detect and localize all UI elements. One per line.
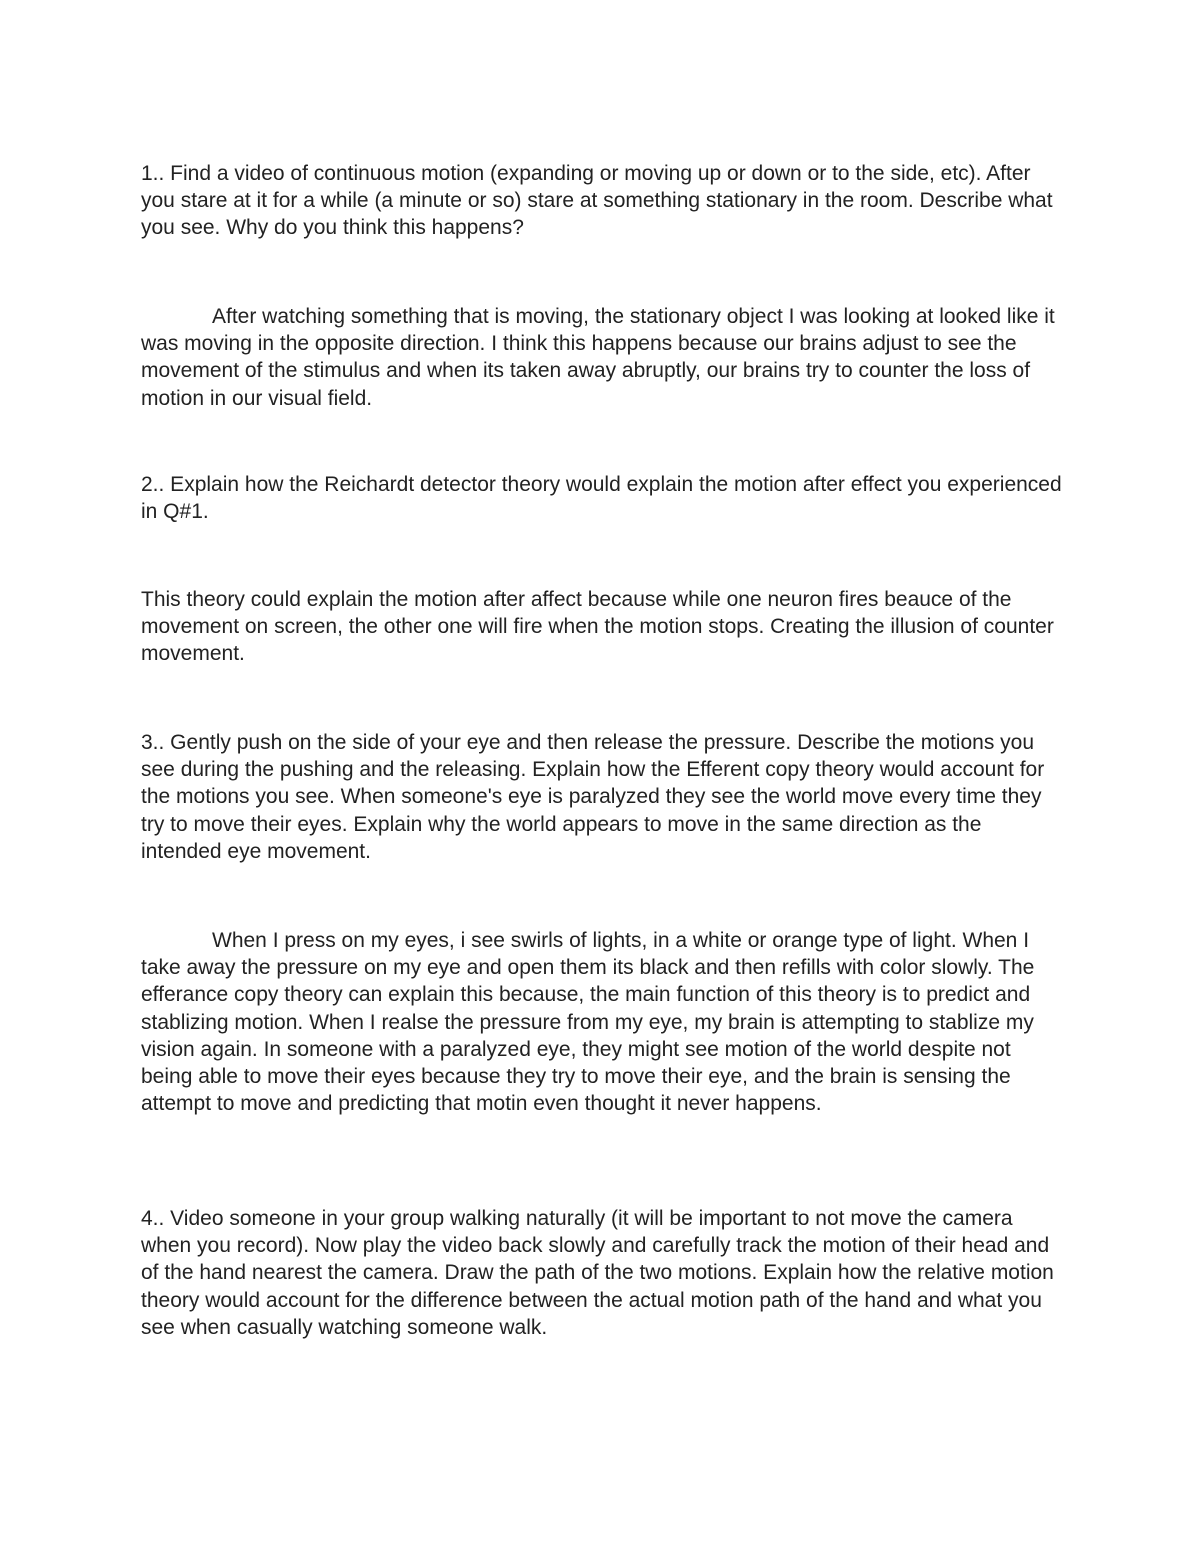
question-2-text: 2.. Explain how the Reichardt detector theory would explain the motion after effect you experienced in Q#1. <box>141 473 1062 524</box>
question-4-text: 4.. Video someone in your group walking naturally (it will be important to not move the camera when you record). Now play the video back slowly and carefully track the motion of their head and of the hand nearest the camera. Draw the path of the two motions. Explain how the relative motion theory would account for the difference between the actual motion path of the hand and what you see when casually watching someone walk. <box>141 1207 1054 1339</box>
question-3-text: 3.. Gently push on the side of your eye and then release the pressure. Describe the motions you see during the pushing and the releasing. Explain how the Efferent copy theory would account for the motions you see. When someone's eye is paralyzed they see the world move every time they try to move their eyes. Explain why the world appears to move in the same direction as the intended eye movement. <box>141 731 1045 863</box>
answer-2-text: This theory could explain the motion after affect because while one neuron fires beauce of the movement on screen, the other one will fire when the motion stops. Creating the illusion of counter movement. <box>141 588 1054 666</box>
answer-3-text: When I press on my eyes, i see swirls of lights, in a white or orange type of light. When I take away the pressure on my eye and open them its black and then refills with color slowly. The efferance copy theory can explain this because, the main function of this theory is to predict and stablizing motion. When I realse the pressure from my eye, my brain is attempting to stablize my vision again. In someone with a paralyzed eye, they might see motion of the world despite not being able to move their eyes because they try to move their eye, and the brain is sensing the attempt to move and predicting that motin even thought it never happens. <box>141 929 1035 1116</box>
question-1-text: 1.. Find a video of continuous motion (expanding or moving up or down or to the side, etc). After you stare at it for a while (a minute or so) stare at something stationary in the room. Describe what you see. Why do you think this happens? <box>141 162 1053 240</box>
answer-1-text: After watching something that is moving, the stationary object I was looking at looked like it was moving in the opposite direction. I think this happens because our brains adjust to see the movement of the stimulus and when its taken away abruptly, our brains try to counter the loss of motion in our visual field. <box>141 305 1055 410</box>
